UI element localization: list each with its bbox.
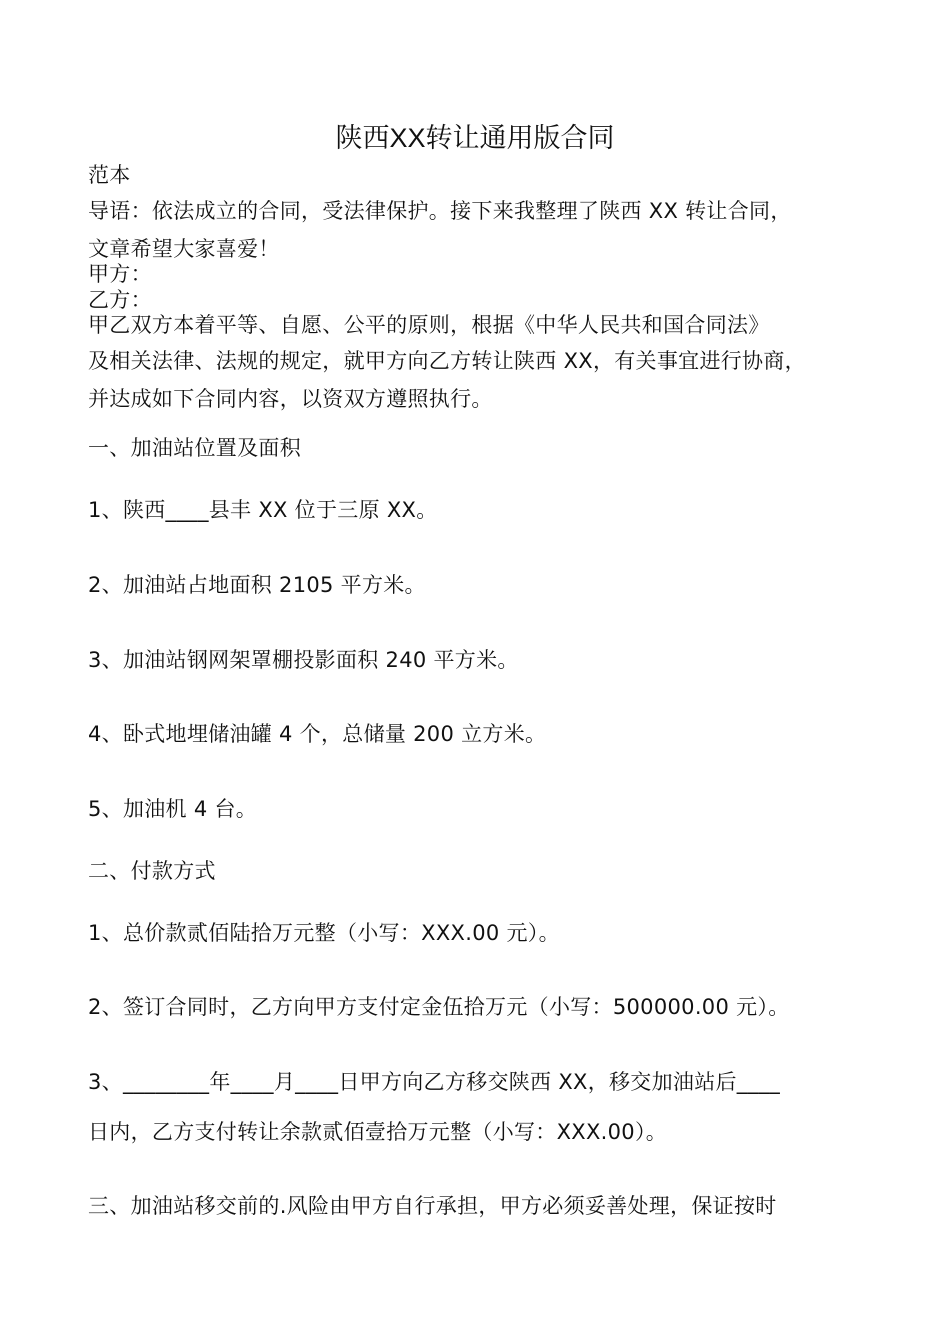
party-a-label: 甲方：: [88, 262, 152, 286]
section-1-item-4: 4、卧式地埋储油罐 4 个，总储量 200 立方米。: [88, 722, 547, 746]
section-2-heading: 二、付款方式: [88, 859, 216, 883]
preamble-line-1: 甲乙双方本着平等、自愿、公平的原则，根据《中华人民共和国合同法》: [88, 313, 770, 337]
section-1-item-2: 2、加油站占地面积 2105 平方米。: [88, 573, 426, 597]
section-1-item-5: 5、加油机 4 台。: [88, 797, 258, 821]
intro-line-2: 文章希望大家喜爱！: [88, 237, 280, 261]
preamble-line-2: 及相关法律、法规的规定，就甲方向乙方转让陕西 XX，有关事宜进行协商，: [88, 349, 806, 373]
section-1-item-1: 1、陕西____县丰 XX 位于三原 XX。: [88, 498, 438, 522]
intro-line-1: 导语：依法成立的合同，受法律保护。接下来我整理了陕西 XX 转让合同，: [88, 199, 792, 223]
document-subtitle: 范本: [88, 163, 131, 187]
section-3-line-1: 三、加油站移交前的.风险由甲方自行承担，甲方必须妥善处理，保证按时: [88, 1194, 777, 1218]
section-2-item-3-line-2: 日内，乙方支付转让余款贰佰壹拾万元整（小写：XXX.00）。: [88, 1120, 668, 1144]
preamble-line-3: 并达成如下合同内容，以资双方遵照执行。: [88, 387, 493, 411]
section-2-item-1: 1、总价款贰佰陆拾万元整（小写：XXX.00 元）。: [88, 921, 560, 945]
section-1-heading: 一、加油站位置及面积: [88, 436, 301, 460]
document-title: 陕西XX转让通用版合同: [335, 123, 615, 153]
section-1-item-3: 3、加油站钢网架罩棚投影面积 240 平方米。: [88, 648, 519, 672]
section-2-item-2: 2、签订合同时，乙方向甲方支付定金伍拾万元（小写：500000.00 元）。: [88, 995, 790, 1019]
section-2-item-3-line-1: 3、________年____月____日甲方向乙方移交陕西 XX，移交加油站后____: [88, 1070, 781, 1094]
party-b-label: 乙方：: [88, 288, 152, 312]
